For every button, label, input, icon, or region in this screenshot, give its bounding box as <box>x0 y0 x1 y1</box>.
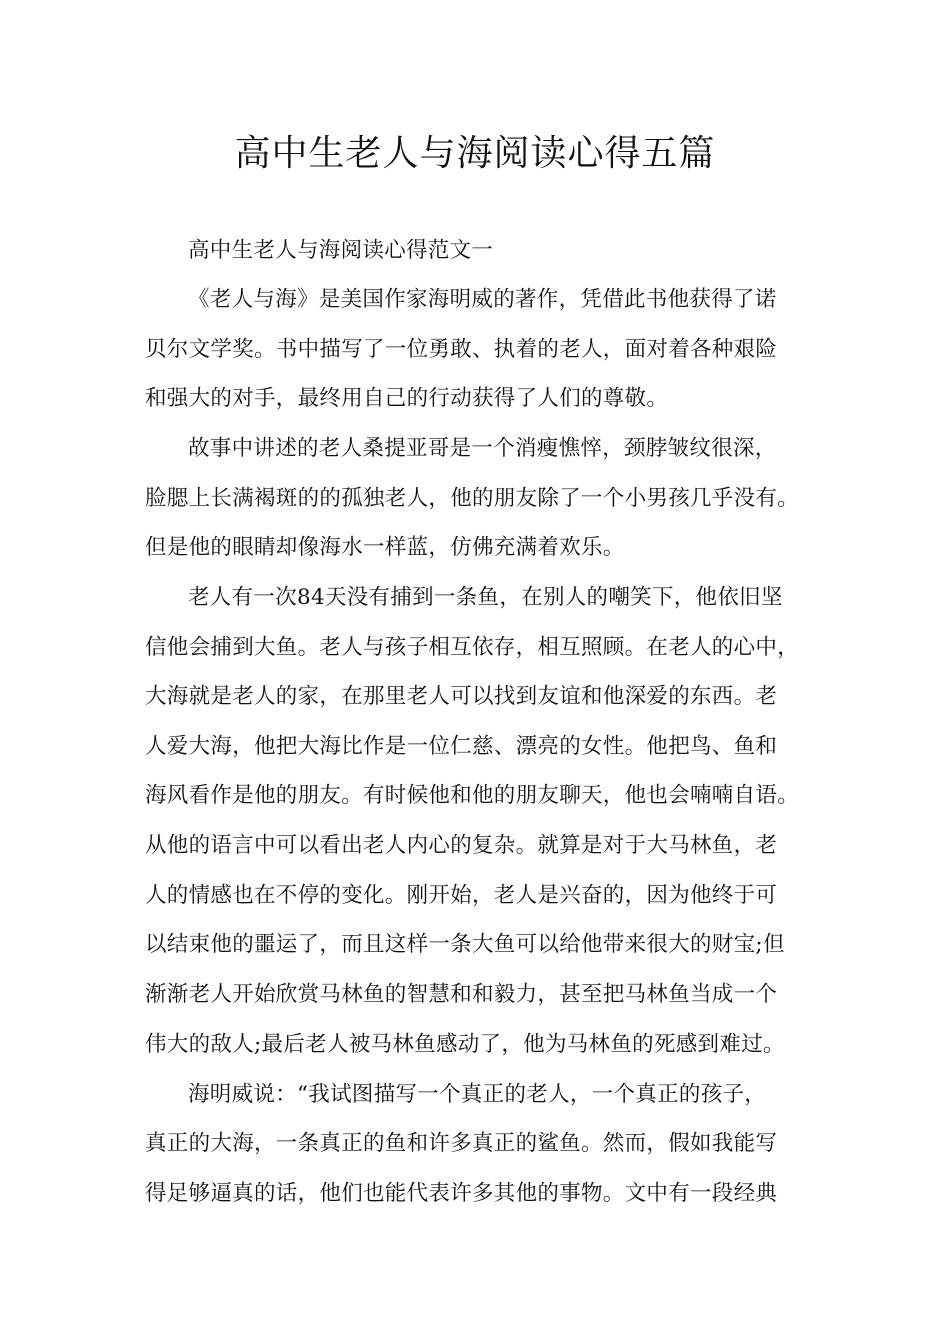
body-line: 《老人与海》是美国作家海明威的著作，凭借此书他获得了诺 <box>188 287 777 312</box>
body-line: 故事中讲述的老人桑提亚哥是一个消瘦憔悴，颈脖皱纹很深， <box>188 436 777 461</box>
body-line: 海明威说：“我试图描写一个真正的老人，一个真正的孩子， <box>188 1082 767 1107</box>
body-line: 以结束他的噩运了，而且这样一条大鱼可以给他带来很大的财宝;但 <box>145 932 785 957</box>
body-line: 信他会捕到大鱼。老人与孩子相互依存，相互照顾。在老人的心中， <box>145 635 800 660</box>
body-line: 从他的语言中可以看出老人内心的复杂。就算是对于大马林鱼，老 <box>145 833 778 858</box>
body-line: 老人有一次84天没有捕到一条鱼，在别人的嘲笑下，他依旧坚 <box>188 585 783 610</box>
body-line: 得足够逼真的话，他们也能代表许多其他的事物。文中有一段经典 <box>145 1181 778 1206</box>
body-line: 海风看作是他的朋友。有时候他和他的朋友聊天，他也会喃喃自语。 <box>145 783 800 808</box>
body-line: 渐渐老人开始欣赏马林鱼的智慧和和毅力，甚至把马林鱼当成一个 <box>145 982 778 1007</box>
body-line: 人爱大海，他把大海比作是一位仁慈、漂亮的女性。他把鸟、鱼和 <box>145 734 778 759</box>
body-line: 真正的大海，一条真正的鱼和许多真正的鲨鱼。然而，假如我能写 <box>145 1131 778 1156</box>
body-line: 和强大的对手，最终用自己的行动获得了人们的尊敬。 <box>145 386 669 411</box>
document-title: 高中生老人与海阅读心得五篇 <box>234 133 716 174</box>
body-line: 人的情感也在不停的变化。刚开始，老人是兴奋的，因为他终于可 <box>145 883 778 908</box>
body-line: 大海就是老人的家，在那里老人可以找到友谊和他深爱的东西。老 <box>145 684 778 709</box>
body-line: 脸腮上长满褐斑的的孤独老人，他的朋友除了一个小男孩几乎没有。 <box>145 486 800 511</box>
section-heading: 高中生老人与海阅读心得范文一 <box>188 238 494 263</box>
body-line: 贝尔文学奖。书中描写了一位勇敢、执着的老人，面对着各种艰险 <box>145 337 778 362</box>
body-line: 伟大的敌人;最后老人被马林鱼感动了，他为马林鱼的死感到难过。 <box>145 1032 785 1057</box>
body-line: 但是他的眼睛却像海水一样蓝，仿佛充满着欢乐。 <box>145 535 625 560</box>
